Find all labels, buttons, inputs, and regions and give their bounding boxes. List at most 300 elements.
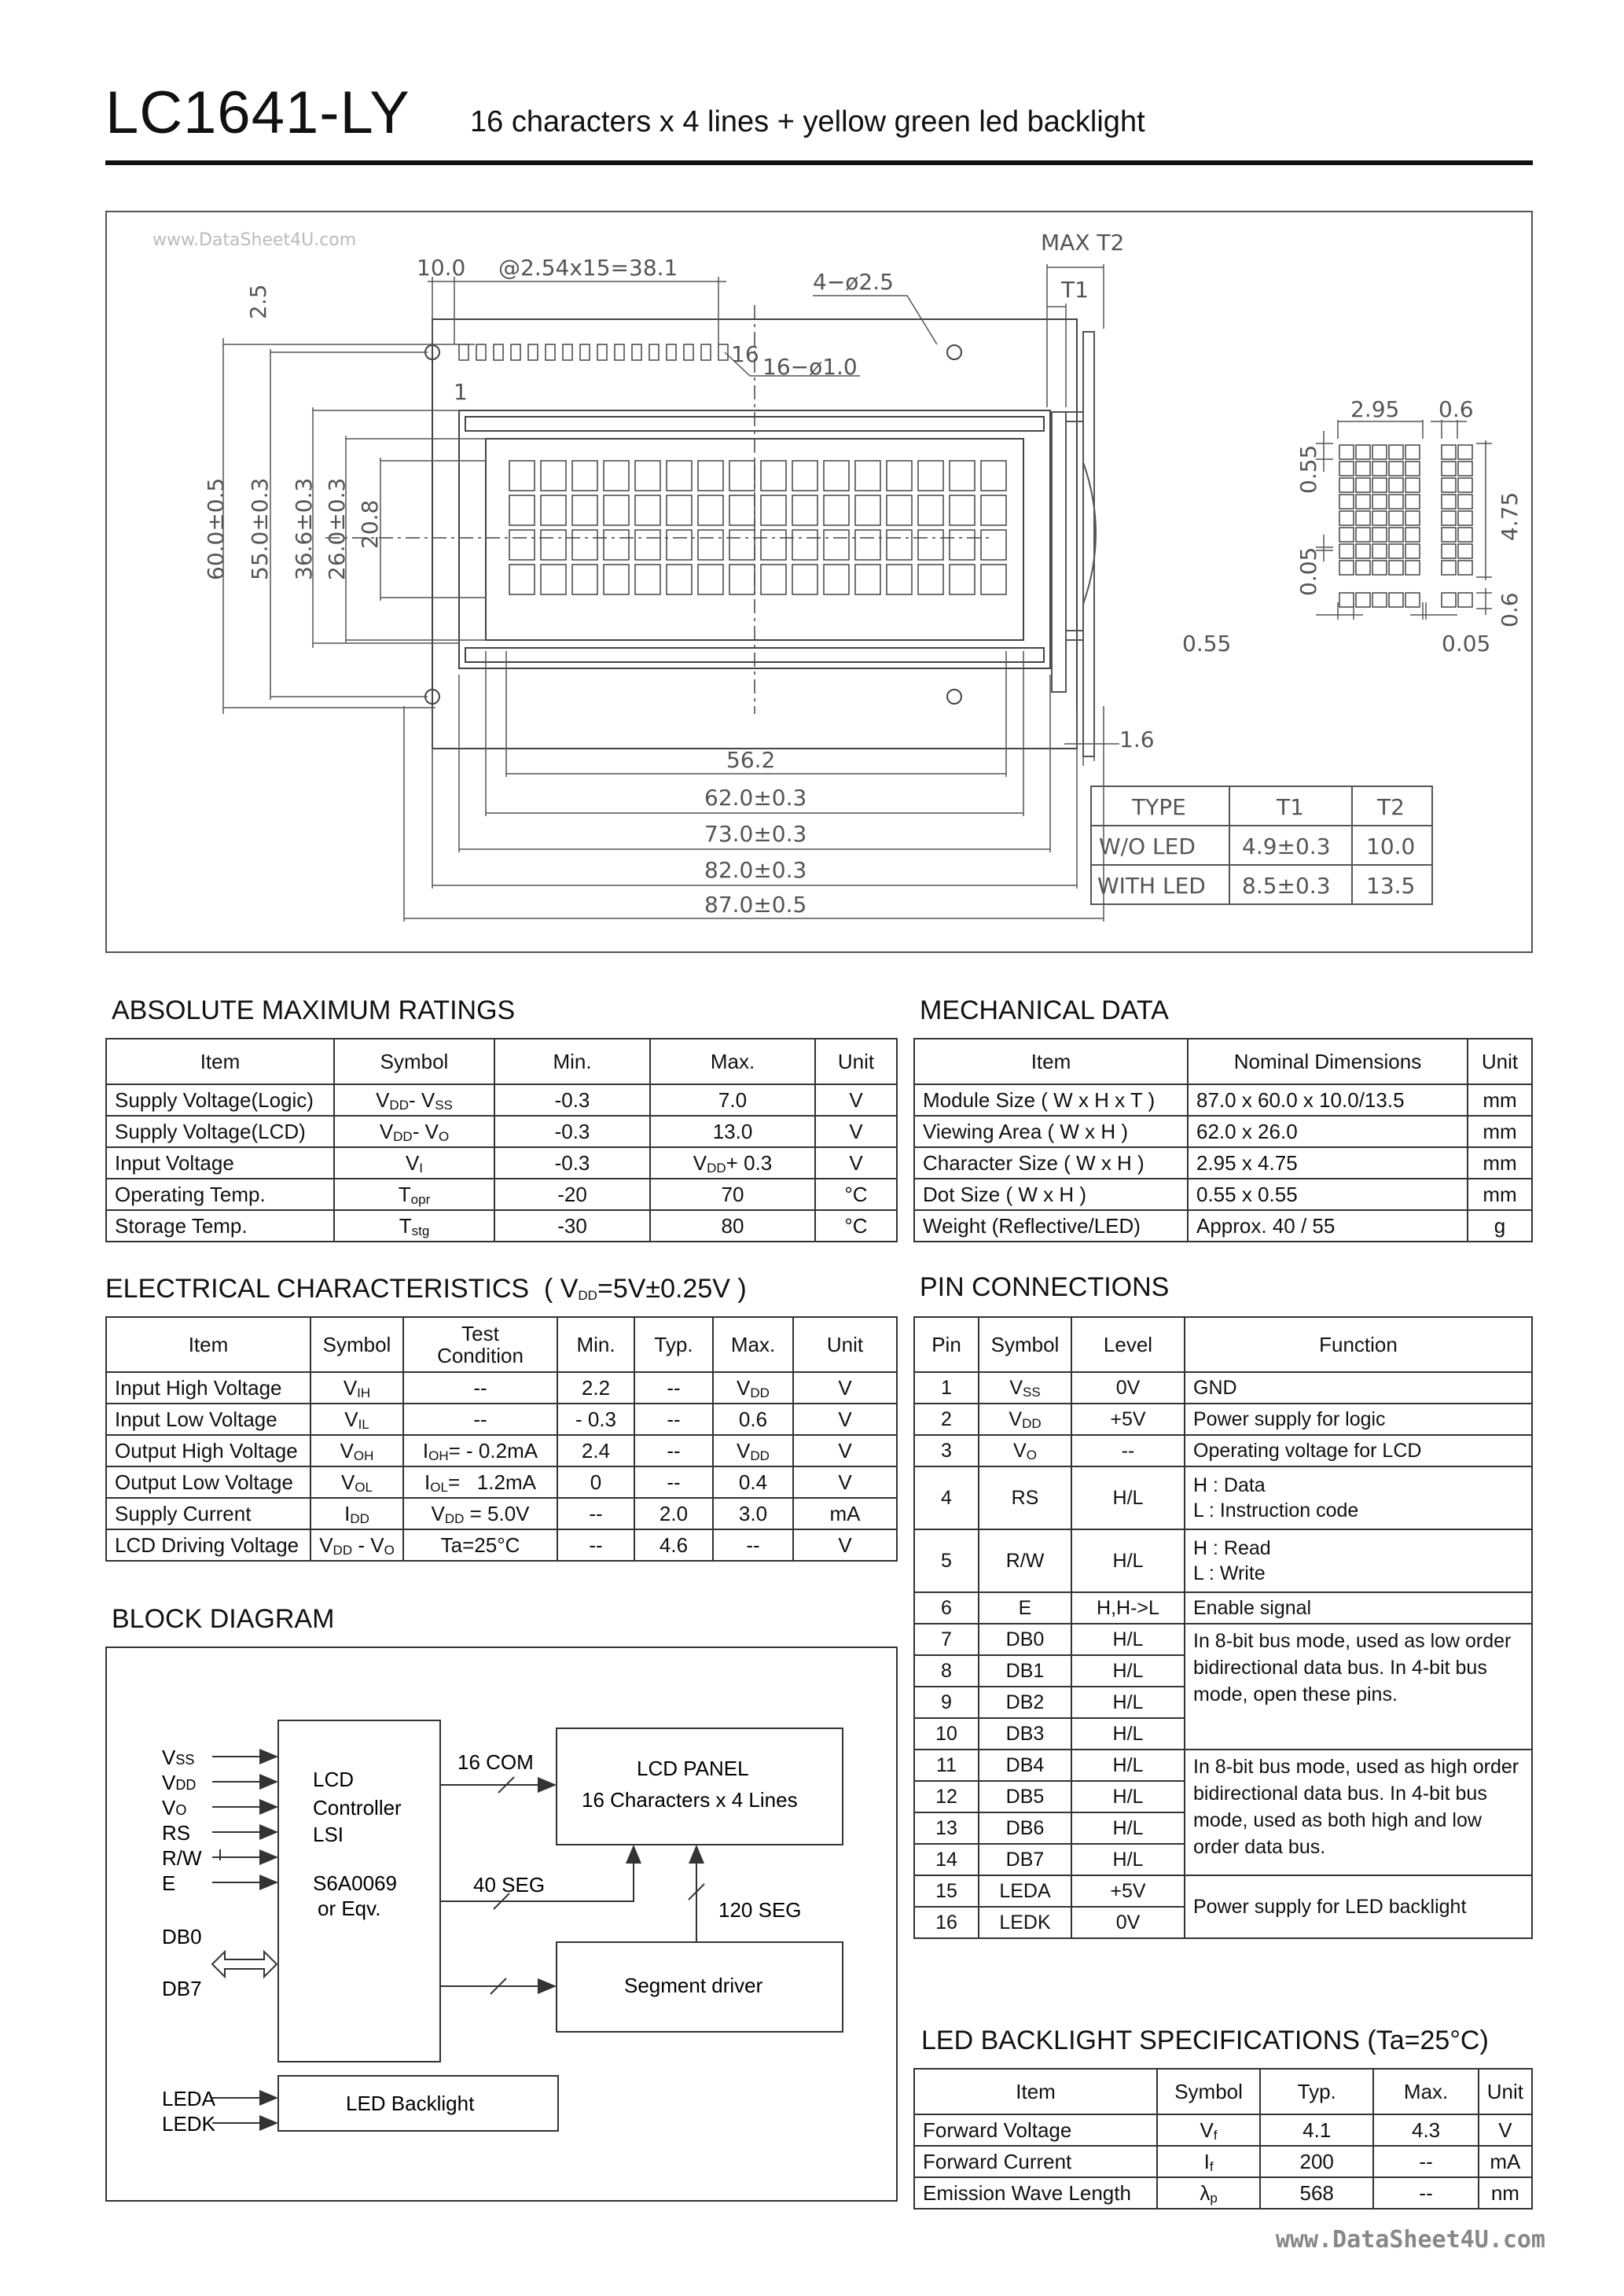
abs-max-title: ABSOLUTE MAXIMUM RATINGS [112, 995, 516, 1025]
pin-number: 6 [914, 1592, 979, 1624]
elec-cell: $V_{IL}$ [310, 1404, 403, 1435]
led-cell: 4.1 [1260, 2114, 1373, 2146]
pin-pad [580, 344, 590, 360]
abs-max-cell: $V_{DD}-$ $V_O$ [334, 1116, 494, 1147]
mech-cell: Module Size ( W x H x T ) [914, 1084, 1188, 1116]
side-view [1047, 264, 1119, 766]
elec-cell: $V_{DD}$ [713, 1435, 793, 1466]
elec-cell: 2.0 [634, 1498, 713, 1529]
mount-hole-tr [947, 345, 961, 359]
pin-function: Operating voltage for LCD [1185, 1435, 1532, 1466]
type-row2-t1: 8.5±0.3 [1242, 873, 1331, 899]
dot-cell [1442, 561, 1456, 575]
char-cell [635, 565, 660, 594]
char-cell [541, 530, 566, 560]
dim-1-6: 1.6 [1119, 727, 1155, 752]
pin-header [459, 344, 728, 360]
character-grid [509, 461, 1006, 594]
pin-symbol: DB7 [979, 1844, 1071, 1875]
mech-header: Item [914, 1039, 1188, 1084]
mech-header: Unit [1468, 1039, 1532, 1084]
char-cell [824, 495, 849, 525]
elec-cell: -- [403, 1404, 557, 1435]
dim-pins: 16−ø1.0 [762, 354, 858, 380]
dim-2-5: 2.5 [245, 284, 271, 319]
table-row [106, 1435, 897, 1466]
dot-cell [1405, 544, 1420, 558]
led-cell: -- [1373, 2146, 1478, 2177]
elec-cell: $I_{OH}= - 0.2mA$ [403, 1435, 557, 1466]
dot-cell [1405, 528, 1420, 542]
leda-label: LEDA [162, 2087, 215, 2110]
char-cell [918, 530, 943, 560]
pins-header: Pin [914, 1317, 979, 1372]
pin-symbol: LEDA [979, 1875, 1071, 1907]
char-cell [572, 461, 597, 491]
mech-cell: mm [1468, 1084, 1532, 1116]
table-row [106, 1147, 897, 1179]
dot-cell [1356, 528, 1370, 542]
abs-max-cell: °C [815, 1179, 897, 1210]
pin-number: 2 [914, 1404, 979, 1435]
elec-cell: $I_{DD}$ [310, 1498, 403, 1529]
char-cell [855, 495, 880, 525]
dot-cell [1405, 445, 1420, 459]
elec-cell: V [793, 1372, 897, 1404]
abs-max-cell: -20 [494, 1179, 650, 1210]
char-cell [729, 530, 755, 560]
dot-cell [1372, 544, 1387, 558]
character-detail [1339, 445, 1472, 607]
char-cell [950, 461, 975, 491]
lcd-panel-box [557, 1728, 843, 1845]
elec-cell: 0.6 [713, 1404, 793, 1435]
pin-number: 7 [914, 1624, 979, 1655]
elec-cell: $V_{IH}$ [310, 1372, 403, 1404]
led-cell: 568 [1260, 2177, 1373, 2209]
dim-c06a: 0.6 [1438, 396, 1474, 422]
dot-cell [1389, 528, 1403, 542]
dim-c055v: 0.55 [1295, 444, 1321, 494]
controller-line5: or Eqv. [318, 1897, 381, 1920]
pin-pad [615, 344, 624, 360]
char-cell [729, 565, 755, 594]
pin-level: +5V [1071, 1404, 1185, 1435]
mech-title: MECHANICAL DATA [920, 995, 1169, 1025]
abs-max-cell: $T_{opr}$ [334, 1179, 494, 1210]
dot-cell [1372, 495, 1387, 509]
led-header: Max. [1373, 2069, 1478, 2114]
table-row [914, 1592, 1532, 1624]
table-row [914, 1466, 1532, 1529]
char-cell [572, 530, 597, 560]
dot-cell [1339, 593, 1354, 607]
char-cell [981, 461, 1006, 491]
abs-max-cell: 80 [650, 1210, 815, 1242]
pin-level: H/L [1071, 1844, 1185, 1875]
dot-cell [1339, 495, 1354, 509]
char-cell [918, 565, 943, 594]
elec-cell: Input High Voltage [106, 1372, 310, 1404]
abs-max-header: Max. [650, 1039, 815, 1084]
controller-line4: S6A0069 [313, 1871, 397, 1895]
dot-cell [1356, 544, 1370, 558]
led-cell: Emission Wave Length [914, 2177, 1157, 2209]
dim-h36: 36.6±0.3 [291, 477, 317, 580]
table-row [914, 1084, 1532, 1116]
type-row2-t2: 13.5 [1366, 873, 1416, 899]
char-cell [667, 495, 692, 525]
char-cell [887, 530, 912, 560]
dot-cell [1442, 511, 1456, 525]
char-cell [792, 530, 818, 560]
dim-w56: 56.2 [726, 747, 776, 773]
dot-cell [1389, 511, 1403, 525]
controller-line1: LCD [313, 1768, 355, 1791]
led-cell: 4.3 [1373, 2114, 1478, 2146]
led-header: Item [914, 2069, 1157, 2114]
abs-max-cell: Supply Voltage(Logic) [106, 1084, 334, 1116]
input-rw: R/W [162, 1846, 202, 1870]
pin-level: H/L [1071, 1655, 1185, 1687]
led-table [913, 2068, 1533, 2210]
char-cell [824, 530, 849, 560]
elec-table [105, 1316, 898, 1562]
pin-level: H/L [1071, 1750, 1185, 1781]
elec-cell: $I_{OL}= 1.2mA$ [403, 1466, 557, 1498]
char-cell [698, 461, 723, 491]
led-title: LED BACKLIGHT SPECIFICATIONS (Ta=25°C) [921, 2026, 1489, 2055]
dot-cell [1372, 511, 1387, 525]
pin-function: H : Data L : Instruction code [1185, 1466, 1532, 1529]
table-row [914, 1875, 1532, 1907]
drawing-watermark: www.DataSheet4U.com [152, 230, 357, 250]
pin-pad [563, 344, 572, 360]
dot-cell [1356, 478, 1370, 492]
char-cell [572, 495, 597, 525]
pin-pad [632, 344, 641, 360]
pin-function: Power supply for logic [1185, 1404, 1532, 1435]
char-cell [541, 495, 566, 525]
mech-cell: 62.0 x 26.0 [1188, 1116, 1468, 1147]
dot-cell [1372, 462, 1387, 476]
mech-cell: Dot Size ( W x H ) [914, 1179, 1188, 1210]
elec-cell: $V_{DD} = 5.0V$ [403, 1498, 557, 1529]
dot-cell [1372, 528, 1387, 542]
char-cell [604, 565, 629, 594]
dim-c295: 2.95 [1350, 396, 1400, 422]
abs-max-header: Unit [815, 1039, 897, 1084]
dot-cell [1339, 544, 1354, 558]
abs-max-cell: 13.0 [650, 1116, 815, 1147]
elec-cell: 0.4 [713, 1466, 793, 1498]
elec-cell: $V_{OL}$ [310, 1466, 403, 1498]
char-cell [509, 565, 535, 594]
abs-max-cell: $V_I$ [334, 1147, 494, 1179]
dim-c005v: 0.05 [1295, 546, 1321, 596]
dot-cell [1356, 495, 1370, 509]
char-cell [572, 565, 597, 594]
dim-h20: 20.8 [357, 499, 383, 549]
mech-cell: mm [1468, 1116, 1532, 1147]
dot-cell [1458, 478, 1472, 492]
elec-cell: LCD Driving Voltage [106, 1529, 310, 1561]
type-header-t1: T1 [1277, 794, 1304, 820]
elec-header: Test Condition [403, 1317, 557, 1372]
led-cell: $I_f$ [1157, 2146, 1260, 2177]
table-row [106, 1084, 897, 1116]
pin1-label: 1 [454, 379, 468, 405]
dim-pitch: @2.54x15=38.1 [498, 255, 678, 281]
pin-number: 9 [914, 1687, 979, 1718]
dot-cell [1458, 511, 1472, 525]
elec-cell: -- [634, 1404, 713, 1435]
led-cell: 200 [1260, 2146, 1373, 2177]
pin-pad [511, 344, 520, 360]
char-cell [887, 461, 912, 491]
pin-symbol: $V_O$ [979, 1435, 1071, 1466]
pins-header: Level [1071, 1317, 1185, 1372]
elec-cell: Supply Current [106, 1498, 310, 1529]
pin-function-low-bus: In 8-bit bus mode, used as low order bidirectional data bus. In 4-bit bus mode, open these pins. [1185, 1624, 1532, 1750]
pin16-label: 16 [731, 341, 759, 367]
table-row [914, 1529, 1532, 1592]
table-row [914, 1116, 1532, 1147]
elec-cell: V [793, 1435, 897, 1466]
footer-watermark: www.DataSheet4U.com [1275, 2226, 1545, 2254]
dot-cell [1458, 445, 1472, 459]
table-row [106, 1466, 897, 1498]
table-row [106, 1179, 897, 1210]
mech-cell: 2.95 x 4.75 [1188, 1147, 1468, 1179]
dot-cell [1356, 593, 1370, 607]
elec-cell: mA [793, 1498, 897, 1529]
led-header: Typ. [1260, 2069, 1373, 2114]
pin-level: +5V [1071, 1875, 1185, 1907]
char-cell [604, 530, 629, 560]
char-cell [541, 461, 566, 491]
elec-cell: -- [634, 1466, 713, 1498]
abs-max-cell: 70 [650, 1179, 815, 1210]
pin-pad [494, 344, 503, 360]
char-cell [824, 461, 849, 491]
led-cell: -- [1373, 2177, 1478, 2209]
abs-max-cell: Storage Temp. [106, 1210, 334, 1242]
table-row [914, 1372, 1532, 1404]
pin-symbol: DB0 [979, 1624, 1071, 1655]
pin-number: 16 [914, 1907, 979, 1938]
elec-cell: Ta=25°C [403, 1529, 557, 1561]
dim-holes: 4−ø2.5 [813, 269, 894, 295]
char-cell [667, 565, 692, 594]
pin-pad [546, 344, 555, 360]
abs-max-table [105, 1038, 898, 1242]
dim-c475: 4.75 [1497, 491, 1523, 541]
led-cell: V [1479, 2114, 1532, 2146]
abs-max-cell: -0.3 [494, 1116, 650, 1147]
abs-max-cell: °C [815, 1210, 897, 1242]
dim-w73: 73.0±0.3 [704, 821, 807, 847]
elec-cell: 4.6 [634, 1529, 713, 1561]
elec-cell: $V_{OH}$ [310, 1435, 403, 1466]
pin-symbol: DB3 [979, 1718, 1071, 1750]
pin-pad [528, 344, 538, 360]
pin-pad [667, 344, 676, 360]
pin-number: 15 [914, 1875, 979, 1907]
table-row [106, 1372, 897, 1404]
abs-max-header: Symbol [334, 1039, 494, 1084]
elec-cell: Output High Voltage [106, 1435, 310, 1466]
table-row [106, 1404, 897, 1435]
dot-cell [1458, 495, 1472, 509]
abs-max-cell: V [815, 1116, 897, 1147]
pin-symbol: R/W [979, 1529, 1071, 1592]
elec-cell: V [793, 1404, 897, 1435]
char-cell [509, 461, 535, 491]
dim-h55: 55.0±0.3 [247, 477, 273, 580]
pin-number: 10 [914, 1718, 979, 1750]
abs-max-cell: Input Voltage [106, 1147, 334, 1179]
char-cell [698, 565, 723, 594]
char-cell [824, 565, 849, 594]
elec-header: Item [106, 1317, 310, 1372]
char-cell [509, 495, 535, 525]
dim-h26: 26.0±0.3 [324, 477, 350, 580]
dot-cell [1442, 445, 1456, 459]
pin-symbol: DB6 [979, 1812, 1071, 1844]
dot-cell [1458, 528, 1472, 542]
dim-h60: 60.0±0.5 [203, 477, 229, 580]
char-cell [792, 565, 818, 594]
abs-max-cell: $T_{stg}$ [334, 1210, 494, 1242]
input-vdd: VDD [162, 1771, 197, 1794]
elec-cell: -- [557, 1529, 634, 1561]
mech-cell: Viewing Area ( W x H ) [914, 1116, 1188, 1147]
elec-header: Symbol [310, 1317, 403, 1372]
elec-header: Typ. [634, 1317, 713, 1372]
seg120-label: 120 SEG [718, 1898, 802, 1922]
backlight-label: LED Backlight [346, 2092, 475, 2115]
dot-cell [1442, 528, 1456, 542]
panel-line1: LCD PANEL [637, 1757, 749, 1780]
mech-cell: Approx. 40 / 55 [1188, 1210, 1468, 1242]
led-header: Unit [1479, 2069, 1532, 2114]
pin-number: 4 [914, 1466, 979, 1529]
pin-level: 0V [1071, 1372, 1185, 1404]
input-vss: VSS [162, 1746, 195, 1769]
pin-symbol: RS [979, 1466, 1071, 1529]
char-cell [887, 565, 912, 594]
char-cell [761, 565, 786, 594]
mount-hole-br [947, 690, 961, 704]
dot-cell [1405, 495, 1420, 509]
elec-cell: - 0.3 [557, 1404, 634, 1435]
table-row [106, 1210, 897, 1242]
pins-title: PIN CONNECTIONS [920, 1272, 1170, 1302]
pin-number: 1 [914, 1372, 979, 1404]
pin-level: H/L [1071, 1812, 1185, 1844]
mech-cell: 87.0 x 60.0 x 10.0/13.5 [1188, 1084, 1468, 1116]
elec-cell: 0 [557, 1466, 634, 1498]
table-row [914, 1750, 1532, 1781]
abs-max-cell: -0.3 [494, 1084, 650, 1116]
pin-number: 14 [914, 1844, 979, 1875]
type-row1-type: W/O LED [1099, 833, 1196, 859]
dim-10: 10.0 [417, 255, 466, 281]
com-label: 16 COM [457, 1750, 534, 1774]
dot-cell [1405, 511, 1420, 525]
table-row [914, 1404, 1532, 1435]
dot-cell [1389, 495, 1403, 509]
abs-max-cell: V [815, 1147, 897, 1179]
abs-max-cell: Supply Voltage(LCD) [106, 1116, 334, 1147]
dim-c005h: 0.05 [1442, 631, 1491, 657]
pin-pad [597, 344, 607, 360]
table-row [106, 1498, 897, 1529]
pin-number: 13 [914, 1812, 979, 1844]
input-rs: RS [162, 1821, 191, 1845]
elec-cell: Output Low Voltage [106, 1466, 310, 1498]
pins-header: Function [1185, 1317, 1532, 1372]
abs-max-cell: $V_{DD}+ 0.3$ [650, 1147, 815, 1179]
pin-number: 8 [914, 1655, 979, 1687]
pin-level: H/L [1071, 1529, 1185, 1592]
char-cell [792, 461, 818, 491]
led-cell: $\lambda_p$ [1157, 2177, 1260, 2209]
char-cell [729, 495, 755, 525]
abs-max-cell: -30 [494, 1210, 650, 1242]
pin-function-high-bus: In 8-bit bus mode, used as high order bidirectional data bus. In 4-bit bus mode, used as both high and low order data bus. [1185, 1750, 1532, 1875]
elec-cell: 2.2 [557, 1372, 634, 1404]
dot-cell [1405, 593, 1420, 607]
dim-t1: T1 [1061, 277, 1089, 303]
pin-symbol: DB2 [979, 1687, 1071, 1718]
elec-cell: -- [634, 1435, 713, 1466]
dot-cell [1458, 561, 1472, 575]
dot-cell [1372, 478, 1387, 492]
char-cell [981, 565, 1006, 594]
type-row1-t2: 10.0 [1366, 833, 1416, 859]
type-header-t2: T2 [1377, 794, 1405, 820]
dot-cell [1458, 593, 1472, 607]
dot-cell [1339, 478, 1354, 492]
abs-max-cell: -0.3 [494, 1147, 650, 1179]
ledk-label: LEDK [162, 2112, 215, 2136]
table-row [914, 1435, 1532, 1466]
abs-max-cell: Operating Temp. [106, 1179, 334, 1210]
elec-cell: -- [403, 1372, 557, 1404]
char-cell [635, 530, 660, 560]
table-row [914, 2114, 1532, 2146]
table-row [914, 1624, 1532, 1655]
pin-level: H/L [1071, 1687, 1185, 1718]
dot-cell [1389, 445, 1403, 459]
elec-cell: -- [634, 1372, 713, 1404]
abs-max-cell: V [815, 1084, 897, 1116]
char-cell [509, 530, 535, 560]
dot-cell [1405, 478, 1420, 492]
pin-pad [459, 344, 468, 360]
elec-cell: $V_{DD} - V_O$ [310, 1529, 403, 1561]
elec-cell: V [793, 1466, 897, 1498]
led-cell: Forward Current [914, 2146, 1157, 2177]
input-e: E [162, 1871, 176, 1895]
pin-number: 3 [914, 1435, 979, 1466]
pin-function: H : Read L : Write [1185, 1529, 1532, 1592]
dot-cell [1356, 511, 1370, 525]
pin-function: GND [1185, 1372, 1532, 1404]
pin-pad [649, 344, 659, 360]
